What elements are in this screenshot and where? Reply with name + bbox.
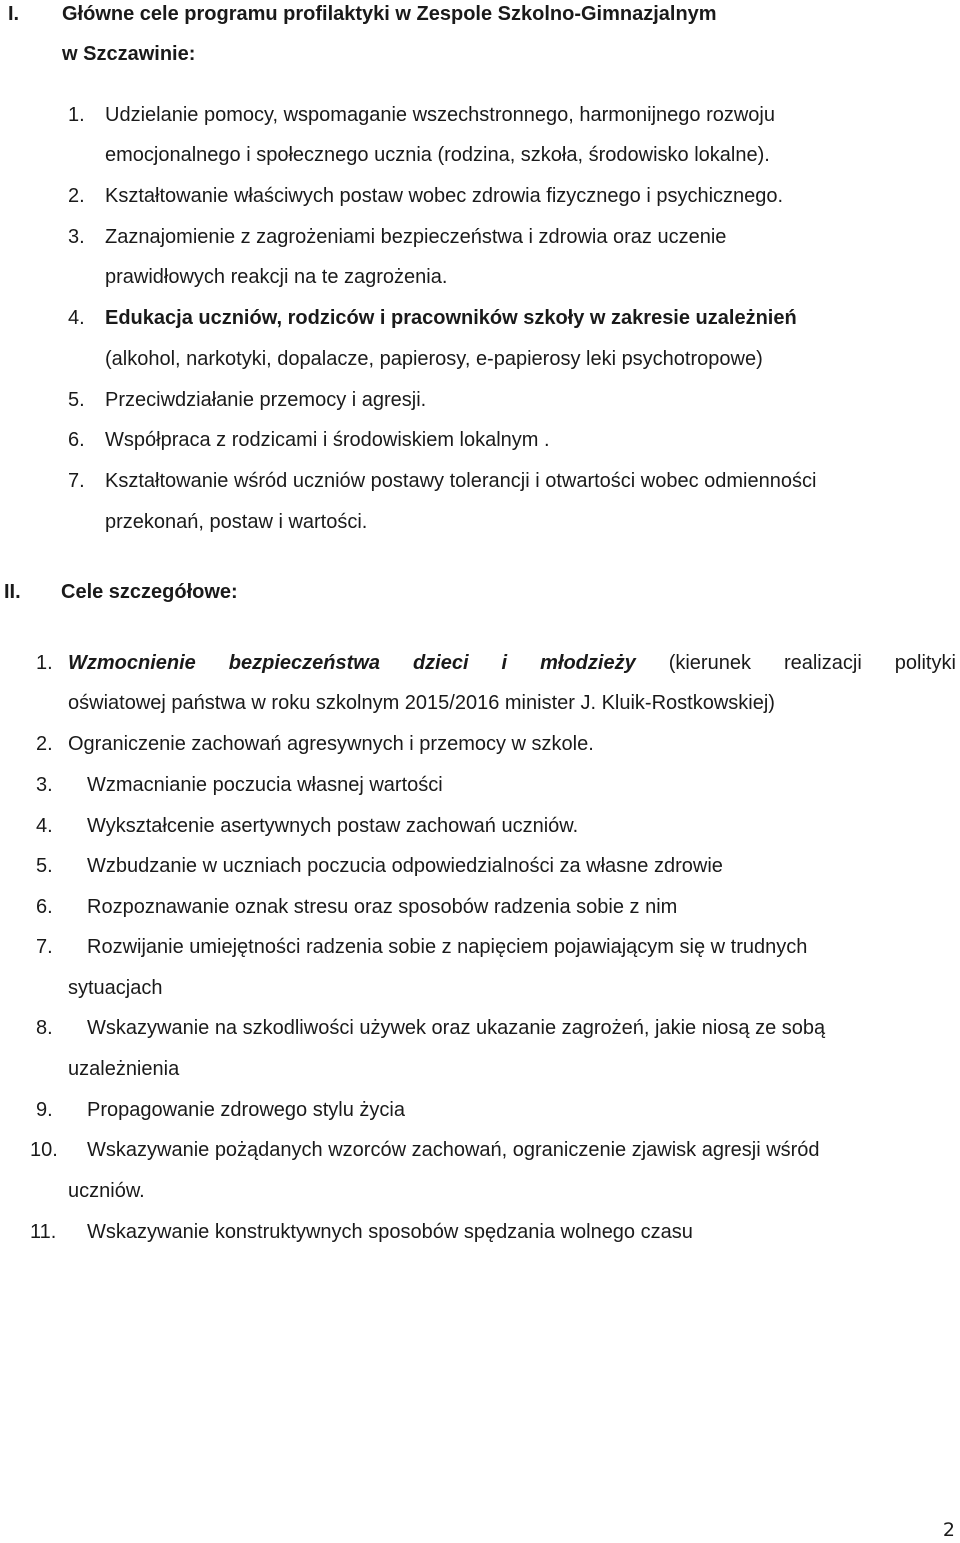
objective-6-line-1: Rozpoznawanie oznak stresu oraz sposobów radzenia sobie z nim: [87, 896, 678, 918]
objective-10-line-2: uczniów.: [68, 1180, 145, 1202]
goal-5-number: 5.: [68, 389, 85, 411]
objective-8-line-2: uzależnienia: [68, 1058, 180, 1080]
goal-1-number: 1.: [68, 104, 85, 126]
goal-5-line-1: Przeciwdziałanie przemocy i agresji.: [105, 389, 427, 411]
objective-1-word: polityki: [894, 652, 956, 674]
objective-1-line-2: oświatowej państwa w roku szkolnym 2015/2016 minister J. Kluik-Rostkowskiej): [68, 692, 775, 714]
goal-6-number: 6.: [68, 429, 85, 451]
goal-7-line-2: przekonań, postaw i wartości.: [105, 511, 368, 533]
goal-2-number: 2.: [68, 185, 85, 207]
objective-9-number: 9.: [36, 1099, 53, 1121]
goal-3-line-2: prawidłowych reakcji na te zagrożenia.: [105, 266, 448, 288]
section-2-numeral: II.: [4, 581, 21, 603]
objective-5-number: 5.: [36, 855, 53, 877]
goal-3-line-1: Zaznajomienie z zagrożeniami bezpieczeństwa i zdrowia oraz uczenie: [105, 226, 727, 248]
goal-7-line-1: Kształtowanie wśród uczniów postawy tolerancji i otwartości wobec odmienności: [105, 470, 817, 492]
goal-2-line-1: Kształtowanie właściwych postaw wobec zdrowia fizycznego i psychicznego.: [105, 185, 784, 207]
objective-11-line-1: Wskazywanie konstruktywnych sposobów spędzania wolnego czasu: [87, 1221, 693, 1243]
objective-4-number: 4.: [36, 815, 53, 837]
objective-5-line-1: Wzbudzanie w uczniach poczucia odpowiedzialności za własne zdrowie: [87, 855, 723, 877]
objective-7-number: 7.: [36, 936, 53, 958]
goal-4-number: 4.: [68, 307, 85, 329]
goal-1-line-1: Udzielanie pomocy, wspomaganie wszechstronnego, harmonijnego rozwoju: [105, 104, 775, 126]
objective-1-emphasis-word: bezpieczeństwa: [228, 652, 380, 674]
section-1-numeral: I.: [8, 3, 20, 25]
objective-10-number: 10.: [30, 1139, 58, 1161]
goal-1-line-2: emocjonalnego i społecznego ucznia (rodzina, szkoła, środowisko lokalne).: [105, 144, 770, 166]
objective-1-word: realizacji: [783, 652, 862, 674]
objective-2-number: 2.: [36, 733, 53, 755]
objective-1-emphasis-word: dzieci: [412, 652, 469, 674]
objective-8-number: 8.: [36, 1017, 53, 1039]
objective-1-emphasis-word: młodzieży: [540, 652, 636, 674]
objective-1-emphasis-word: i: [501, 652, 508, 674]
section-1-heading-line-2: w Szczawinie:: [62, 43, 196, 65]
objective-1-word: (kierunek: [668, 652, 751, 674]
objective-8-line-1: Wskazywanie na szkodliwości używek oraz ukazanie zagrożeń, jakie niosą ze sobą: [87, 1017, 826, 1039]
goal-6-line-1: Współpraca z rodzicami i środowiskiem lokalnym .: [105, 429, 550, 451]
objective-6-number: 6.: [36, 896, 53, 918]
objective-9-line-1: Propagowanie zdrowego stylu życia: [87, 1099, 405, 1121]
goal-4-line-2: (alkohol, narkotyki, dopalacze, papierosy, e-papierosy leki psychotropowe): [105, 348, 763, 370]
section-1-heading-line-1: Główne cele programu profilaktyki w Zespole Szkolno-Gimnazjalnym: [62, 3, 717, 25]
objective-10-line-1: Wskazywanie pożądanych wzorców zachowań, ograniczenie zjawisk agresji wśród: [87, 1139, 820, 1161]
section-2-heading: Cele szczegółowe:: [61, 581, 238, 603]
goal-4-line-1: Edukacja uczniów, rodziców i pracowników szkoły w zakresie uzależnień: [105, 307, 797, 329]
objective-1-line-1: [68, 651, 956, 675]
objective-2-line-1: Ograniczenie zachowań agresywnych i przemocy w szkole.: [68, 733, 594, 755]
goal-7-number: 7.: [68, 470, 85, 492]
objective-4-line-1: Wykształcenie asertywnych postaw zachowań uczniów.: [87, 815, 579, 837]
objective-7-line-2: sytuacjach: [68, 977, 163, 999]
objective-7-line-1: Rozwijanie umiejętności radzenia sobie z napięciem pojawiającym się w trudnych: [87, 936, 808, 958]
goal-3-number: 3.: [68, 226, 85, 248]
objective-1-emphasis-word: Wzmocnienie: [68, 652, 196, 674]
objective-11-number: 11.: [30, 1221, 57, 1243]
objective-3-line-1: Wzmacnianie poczucia własnej wartości: [87, 774, 443, 796]
objective-1-number: 1.: [36, 652, 53, 674]
objective-3-number: 3.: [36, 774, 53, 796]
page-number: 2: [942, 1519, 955, 1541]
